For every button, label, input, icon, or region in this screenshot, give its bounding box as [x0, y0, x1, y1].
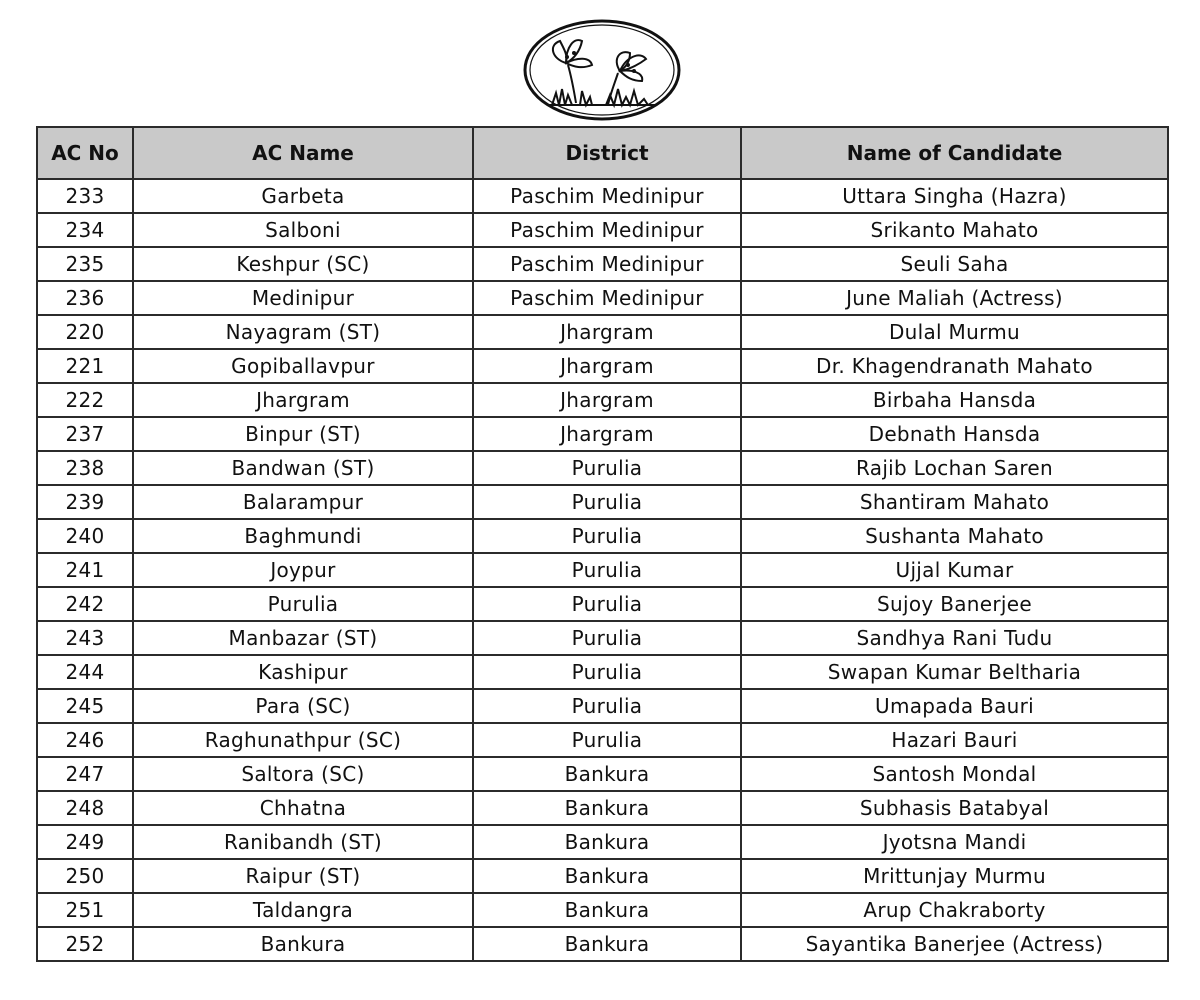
district-cell: Bankura [473, 791, 741, 825]
district-cell: Jhargram [473, 349, 741, 383]
ac-name-cell: Jhargram [133, 383, 473, 417]
ac-name-cell: Manbazar (ST) [133, 621, 473, 655]
ac-name-cell: Medinipur [133, 281, 473, 315]
district-cell: Bankura [473, 757, 741, 791]
district-cell: Purulia [473, 451, 741, 485]
candidate-cell: Rajib Lochan Saren [741, 451, 1168, 485]
candidate-cell: Debnath Hansda [741, 417, 1168, 451]
ac-name-cell: Garbeta [133, 179, 473, 213]
candidate-cell: Hazari Bauri [741, 723, 1168, 757]
ac-name-cell: Joypur [133, 553, 473, 587]
candidate-cell: Srikanto Mahato [741, 213, 1168, 247]
header-candidate: Name of Candidate [741, 127, 1168, 179]
ac-name-cell: Kashipur [133, 655, 473, 689]
table-row [37, 247, 1168, 281]
ac-name-cell: Chhatna [133, 791, 473, 825]
candidate-cell: Santosh Mondal [741, 757, 1168, 791]
ac-no-cell: 235 [37, 247, 133, 281]
ac-name-cell: Raipur (ST) [133, 859, 473, 893]
ac-no-cell: 240 [37, 519, 133, 553]
candidate-cell: Arup Chakraborty [741, 893, 1168, 927]
district-cell: Paschim Medinipur [473, 179, 741, 213]
ac-no-cell: 248 [37, 791, 133, 825]
ac-no-cell: 233 [37, 179, 133, 213]
ac-name-cell: Taldangra [133, 893, 473, 927]
ac-no-cell: 237 [37, 417, 133, 451]
candidate-cell: Birbaha Hansda [741, 383, 1168, 417]
ac-no-cell: 236 [37, 281, 133, 315]
table-body [37, 179, 1168, 961]
ac-name-cell: Bandwan (ST) [133, 451, 473, 485]
table-row [37, 587, 1168, 621]
flowers-grass-emblem-icon [522, 19, 682, 121]
district-cell: Jhargram [473, 383, 741, 417]
ac-name-cell: Balarampur [133, 485, 473, 519]
district-cell: Purulia [473, 689, 741, 723]
candidate-cell: Umapada Bauri [741, 689, 1168, 723]
table-row [37, 893, 1168, 927]
candidate-cell: Sujoy Banerjee [741, 587, 1168, 621]
ac-no-cell: 249 [37, 825, 133, 859]
candidate-cell: Sandhya Rani Tudu [741, 621, 1168, 655]
ac-no-cell: 222 [37, 383, 133, 417]
table-row [37, 689, 1168, 723]
table-row [37, 621, 1168, 655]
candidate-cell: Jyotsna Mandi [741, 825, 1168, 859]
district-cell: Paschim Medinipur [473, 213, 741, 247]
candidate-cell: Subhasis Batabyal [741, 791, 1168, 825]
district-cell: Jhargram [473, 417, 741, 451]
candidate-cell: Shantiram Mahato [741, 485, 1168, 519]
ac-no-cell: 220 [37, 315, 133, 349]
ac-no-cell: 246 [37, 723, 133, 757]
ac-no-cell: 244 [37, 655, 133, 689]
table-row [37, 927, 1168, 961]
table-row [37, 417, 1168, 451]
candidate-cell: Sayantika Banerjee (Actress) [741, 927, 1168, 961]
district-cell: Purulia [473, 553, 741, 587]
ac-no-cell: 251 [37, 893, 133, 927]
table-row [37, 757, 1168, 791]
table-row [37, 349, 1168, 383]
candidates-table [36, 126, 1169, 962]
ac-no-cell: 245 [37, 689, 133, 723]
ac-no-cell: 250 [37, 859, 133, 893]
district-cell: Purulia [473, 485, 741, 519]
district-cell: Purulia [473, 621, 741, 655]
district-cell: Paschim Medinipur [473, 281, 741, 315]
candidate-cell: Seuli Saha [741, 247, 1168, 281]
ac-no-cell: 221 [37, 349, 133, 383]
district-cell: Bankura [473, 893, 741, 927]
ac-name-cell: Salboni [133, 213, 473, 247]
header-district: District [473, 127, 741, 179]
district-cell: Paschim Medinipur [473, 247, 741, 281]
table-row [37, 655, 1168, 689]
district-cell: Purulia [473, 587, 741, 621]
ac-no-cell: 252 [37, 927, 133, 961]
candidate-cell: Dulal Murmu [741, 315, 1168, 349]
ac-name-cell: Nayagram (ST) [133, 315, 473, 349]
table-row [37, 213, 1168, 247]
table-row [37, 519, 1168, 553]
district-cell: Bankura [473, 859, 741, 893]
ac-no-cell: 241 [37, 553, 133, 587]
ac-name-cell: Purulia [133, 587, 473, 621]
ac-name-cell: Ranibandh (ST) [133, 825, 473, 859]
ac-name-cell: Raghunathpur (SC) [133, 723, 473, 757]
district-cell: Purulia [473, 655, 741, 689]
header-row [37, 127, 1168, 179]
header-ac-name: AC Name [133, 127, 473, 179]
candidate-cell: Uttara Singha (Hazra) [741, 179, 1168, 213]
table-row [37, 825, 1168, 859]
header-ac-no: AC No [37, 127, 133, 179]
ac-name-cell: Bankura [133, 927, 473, 961]
ac-no-cell: 238 [37, 451, 133, 485]
candidate-cell: Mrittunjay Murmu [741, 859, 1168, 893]
table-row [37, 383, 1168, 417]
ac-name-cell: Keshpur (SC) [133, 247, 473, 281]
candidate-cell: June Maliah (Actress) [741, 281, 1168, 315]
table-row [37, 281, 1168, 315]
ac-name-cell: Saltora (SC) [133, 757, 473, 791]
candidate-cell: Dr. Khagendranath Mahato [741, 349, 1168, 383]
district-cell: Jhargram [473, 315, 741, 349]
table-row [37, 451, 1168, 485]
table-row [37, 179, 1168, 213]
party-logo [522, 19, 682, 121]
district-cell: Purulia [473, 519, 741, 553]
table-row [37, 791, 1168, 825]
table-row [37, 723, 1168, 757]
district-cell: Purulia [473, 723, 741, 757]
ac-name-cell: Binpur (ST) [133, 417, 473, 451]
ac-name-cell: Baghmundi [133, 519, 473, 553]
ac-name-cell: Para (SC) [133, 689, 473, 723]
candidate-cell: Ujjal Kumar [741, 553, 1168, 587]
ac-no-cell: 234 [37, 213, 133, 247]
ac-no-cell: 247 [37, 757, 133, 791]
district-cell: Bankura [473, 825, 741, 859]
table-row [37, 485, 1168, 519]
ac-no-cell: 239 [37, 485, 133, 519]
table-row [37, 859, 1168, 893]
district-cell: Bankura [473, 927, 741, 961]
table-row [37, 553, 1168, 587]
ac-name-cell: Gopiballavpur [133, 349, 473, 383]
table-row [37, 315, 1168, 349]
candidate-cell: Swapan Kumar Beltharia [741, 655, 1168, 689]
ac-no-cell: 243 [37, 621, 133, 655]
ac-no-cell: 242 [37, 587, 133, 621]
candidate-cell: Sushanta Mahato [741, 519, 1168, 553]
